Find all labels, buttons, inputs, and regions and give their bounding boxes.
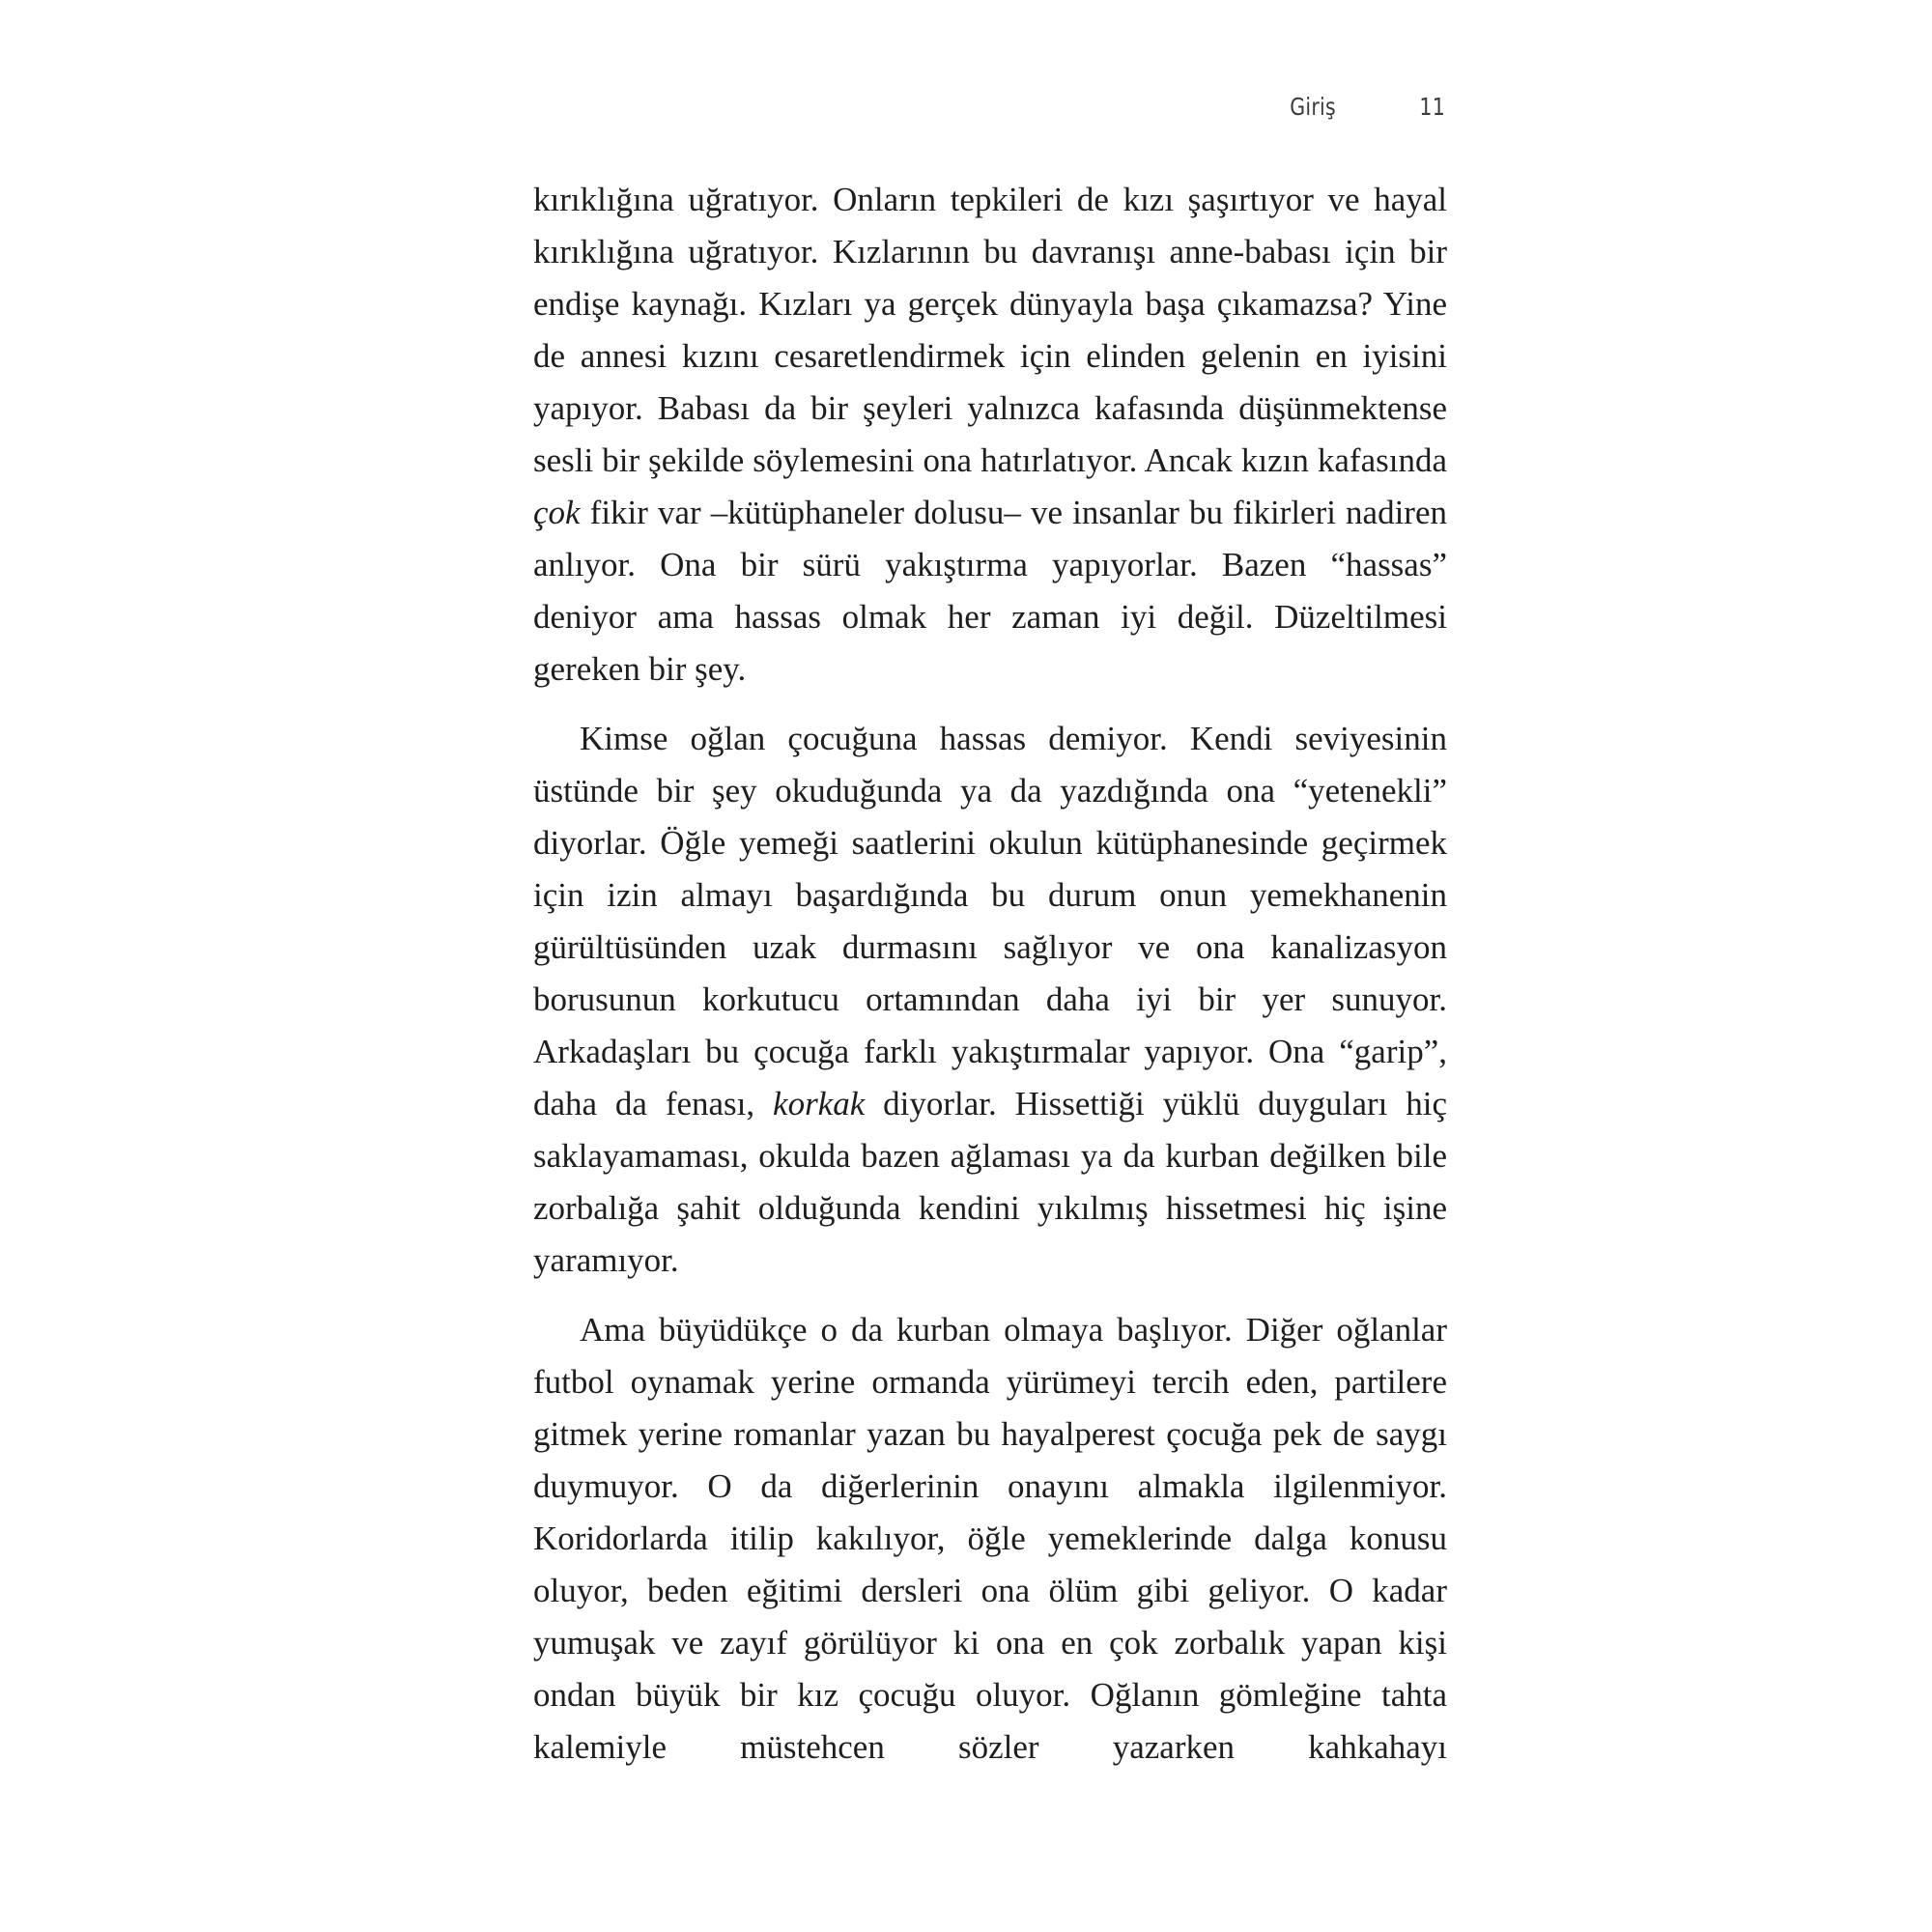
page-number: 11 [1419, 93, 1445, 121]
paragraph-3-text: Ama büyüdükçe o da kurban olmaya başlıyor. Diğer oğlanlar futbol oynamak yerine ormanda yürümeyi tercih eden, partilere gitmek yerine romanlar yazan bu hayalperest çocuğa pek de saygı duymuyor. O da diğerlerinin onayını almakla ilgilenmiyor. Koridorlarda itilip kakılıyor, öğle yemeklerinde dalga konusu oluyor, beden eğitimi dersleri ona ölüm gibi geliyor. O kadar yumuşak ve zayıf görülüyor ki ona en çok zorbalık yapan kişi ondan büyük bir kız çocuğu oluyor. Oğlanın gömleğine tahta kalemiyle müstehcen sözler yazarken kahkahayı [533, 1311, 1447, 1766]
paragraph-1-text-b: fikir var –kütüphaneler dolusu– ve insanlar bu fikirleri nadiren anlıyor. Ona bir sürü yakıştırma yapıyorlar. Bazen “hassas” deniyor ama hassas olmak her zaman iyi değil. Düzeltilmesi gereken bir şey. [533, 494, 1447, 688]
section-title: Giriş [1290, 93, 1336, 121]
paragraph-1-text-a: kırıklığına uğratıyor. Onların tepkileri de kızı şaşırtıyor ve hayal kırıklığına uğratıyor. Kızlarının bu davranışı anne-babası için bir endişe kaynağı. Kızları ya gerçek dünyayla başa çıkamazsa? Yine de annesi kızını cesaretlendirmek için elinden gelenin en iyisini yapıyor. Babası da bir şeyleri yalnızca kafasında düşünmektense sesli bir şekilde söylemesini ona hatırlatıyor. Ancak kızın kafasında [533, 181, 1447, 479]
body-text [533, 174, 1447, 1791]
paragraph-1-emphasis: çok [533, 494, 581, 531]
paragraph-2-text-a: Kimse oğlan çocuğuna hassas demiyor. Kendi seviyesinin üstünde bir şey okuduğunda ya da yazdığında ona “yetenekli” diyorlar. Öğle yemeği saatlerini okulun kütüphanesinde geçirmek için izin almayı başardığında bu durum onun yemekhanenin gürültüsünden uzak durmasını sağlıyor ve ona kanalizasyon borusunun korkutucu ortamından daha iyi bir yer sunuyor. Arkadaşları bu çocuğa farklı yakıştırmalar yapıyor. Ona “garip”, daha da fenası, [533, 720, 1447, 1122]
paragraph-1 [533, 174, 1447, 696]
paragraph-3 [533, 1304, 1447, 1774]
paragraph-2 [533, 713, 1447, 1287]
paragraph-2-emphasis: korkak [773, 1085, 866, 1122]
running-head [1290, 93, 1445, 121]
paragraph-2-text-b: diyorlar. Hissettiği yüklü duyguları hiç saklayamaması, okulda bazen ağlaması ya da kurban değilken bile zorbalığa şahit olduğunda kendini yıkılmış hissetmesi hiç işine yaramıyor. [533, 1085, 1447, 1279]
